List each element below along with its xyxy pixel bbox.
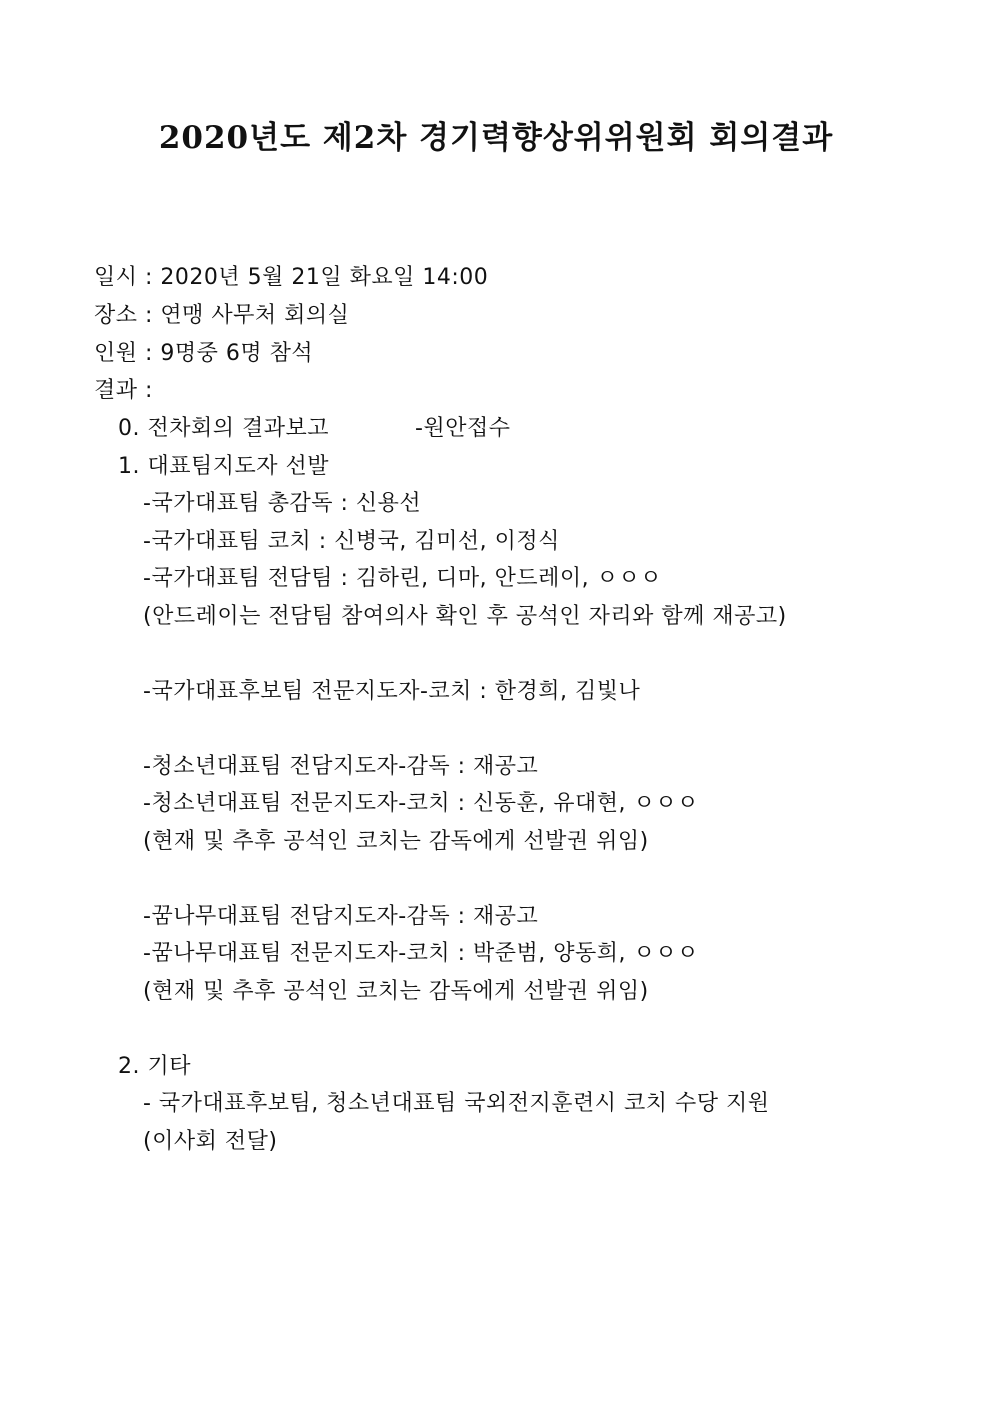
item2-heading: 2. 기타 [118,1054,191,1079]
national-head-coach: -국가대표팀 총감독 : 신용선 [143,491,422,516]
candidate-team-coach: -국가대표후보팀 전문지도자-코치 : 한경희, 김빛나 [143,679,641,704]
item2-detail: - 국가대표후보팀, 청소년대표팀 국외전지훈련시 코치 수당 지원 [143,1091,770,1116]
national-note: (안드레이는 전담팀 참여의사 확인 후 공석인 자리와 함께 재공고) [143,604,787,629]
dream-team-director: -꿈나무대표팀 전담지도자-감독 : 재공고 [143,904,539,929]
national-dedicated-team: -국가대표팀 전담팀 : 김하린, 디마, 안드레이, ㅇㅇㅇ [143,566,662,591]
item2-note: (이사회 전달) [143,1129,278,1154]
dream-team-coaches: -꿈나무대표팀 전문지도자-코치 : 박준범, 양동희, ㅇㅇㅇ [143,941,699,966]
document-title: 2020년도 제2차 경기력향상위위원회 회의결과 [158,120,834,156]
item0-status: -원안접수 [415,416,511,441]
meeting-attendance: 인원 : 9명중 6명 참석 [94,341,314,366]
national-coaches: -국가대표팀 코치 : 신병국, 김미선, 이정식 [143,529,560,554]
meeting-date: 일시 : 2020년 5월 21일 화요일 14:00 [94,265,489,290]
dream-team-note: (현재 및 추후 공석인 코치는 감독에게 선발권 위임) [143,979,649,1004]
item0-heading: 0. 전차회의 결과보고 [118,416,329,441]
youth-team-coaches: -청소년대표팀 전문지도자-코치 : 신동훈, 유대현, ㅇㅇㅇ [143,791,699,816]
item0-line [118,414,510,444]
result-label: 결과 : [94,378,153,403]
meeting-place: 장소 : 연맹 사무처 회의실 [94,303,350,328]
item1-heading: 1. 대표팀지도자 선발 [118,454,329,479]
youth-team-note: (현재 및 추후 공석인 코치는 감독에게 선발권 위임) [143,829,649,854]
youth-team-director: -청소년대표팀 전담지도자-감독 : 재공고 [143,754,539,779]
